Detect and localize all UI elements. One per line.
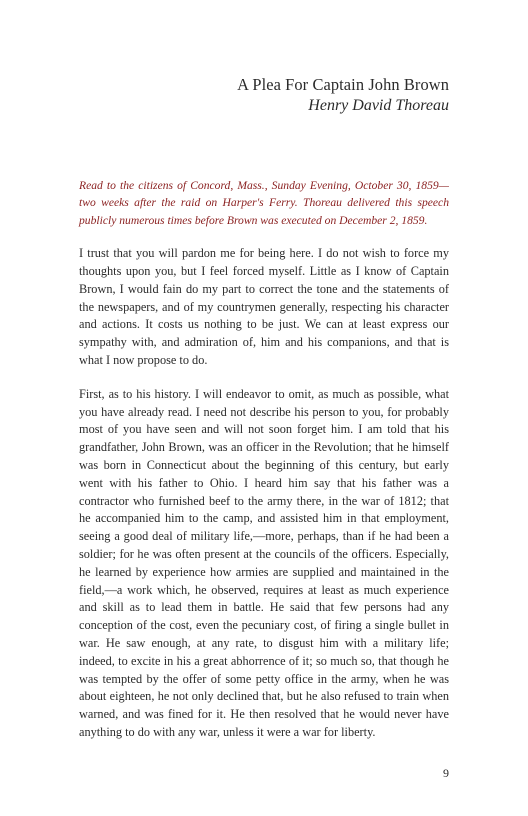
paragraph-2: First, as to his history. I will endeavor to omit, as much as possible, what you have already read. I need not describe his person to you, for probably most of you have seen and will not soon forget him. I am told that his grandfather, John Brown, was an officer in the Revolution; that he himself was born in Connecticut about the beginning of this century, but early went with his father to Ohio. I heard him say that his father was a contractor who furnished beef to the army there, in the war of 1812; that he accompanied him to the camp, and assisted him in that employment, seeing a good deal of military life,—more, perhaps, than if he had been a soldier; for he was often present at the councils of the officers. Especially, he learned by experience how armies are supplied and maintained in the field,—a work which, he observed, requires at least as much experience and skill as to lead them in battle. He said that few persons had any conception of the cost, even the pecuniary cost, of firing a single bullet in war. He saw enough, at any rate, to disgust him with a military life; indeed, to excite in his a great abhorrence of it; so much so, that though he was tempted by the offer of some petty office in the army, when he was about eighteen, he not only declined that, but he also refused to train when warned, and was fined for it. He then resolved that he would never have anything to do with any war, unless it were a war for liberty. xyxy=(79,386,449,739)
page-header xyxy=(237,74,449,116)
document-author: Henry David Thoreau xyxy=(308,97,449,114)
paragraph-1: I trust that you will pardon me for being here. I do not wish to force my thoughts upon you, but I feel forced myself. Little as I know of Captain Brown, I would fain do my part to correct the tone and the statements of the newspapers, and of my countrymen generally, respecting his character and actions. It costs us nothing to be just. We can at least express our sympathy with, and admiration of, him and his companions, and that is what I now propose to do. xyxy=(79,246,449,367)
epigraph: Read to the citizens of Concord, Mass., Sunday Evening, October 30, 1859—two weeks after the raid on Harper's Ferry. Thoreau delivered this speech publicly numerous times before Brown was executed on December 2, 1859. xyxy=(79,179,449,227)
page-number: 9 xyxy=(443,766,449,780)
document-title: A Plea For Captain John Brown xyxy=(237,75,449,94)
document-body xyxy=(79,177,449,742)
